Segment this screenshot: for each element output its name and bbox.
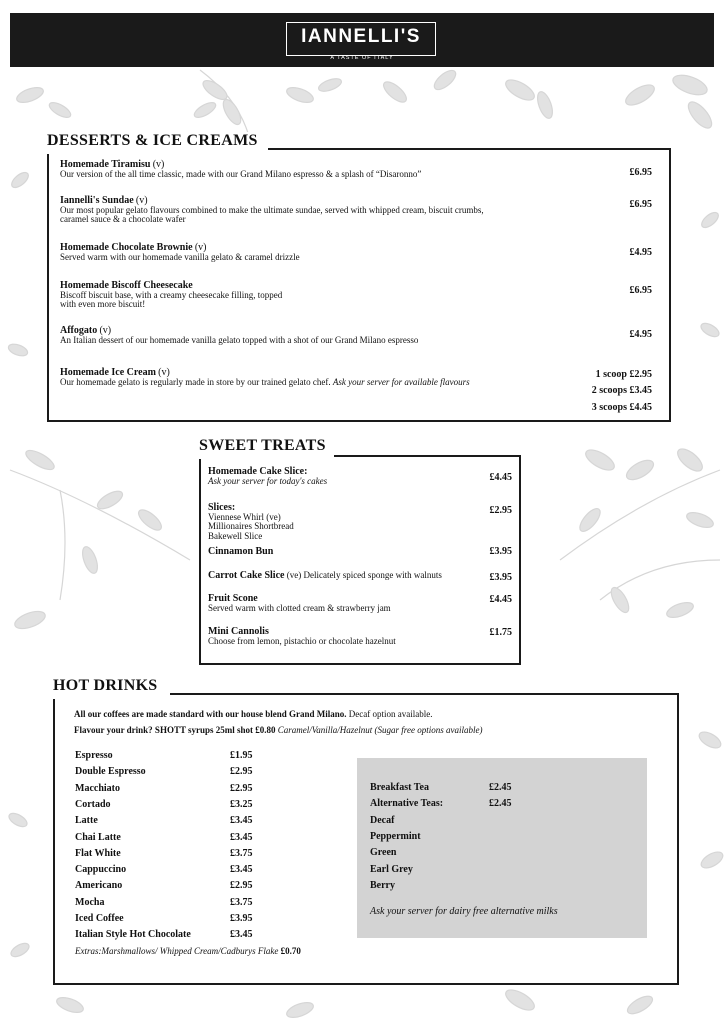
dessert-price: £4.95 — [629, 329, 652, 340]
treat-desc: Millionaires Shortbread — [208, 521, 294, 531]
tea-panel — [357, 758, 647, 938]
dessert-name: Affogato — [60, 325, 98, 336]
tea-price: £2.45 — [489, 782, 512, 793]
coffee-name: Latte — [75, 815, 98, 827]
dessert-item — [60, 326, 600, 345]
coffee-price: £3.75 — [230, 847, 253, 859]
dessert-price: 3 scoops £4.45 — [591, 402, 652, 413]
tea-price: £2.45 — [489, 798, 512, 810]
coffee-price: £3.75 — [230, 896, 253, 908]
coffee-price: £3.45 — [230, 929, 253, 941]
coffee-note-rest: Decaf option available. — [348, 709, 433, 719]
desserts-title: DESSERTS & ICE CREAMS — [47, 132, 268, 154]
brand-name: IANNELLI'S — [301, 26, 421, 47]
treat-item — [208, 627, 478, 646]
coffee-price: £3.95 — [230, 913, 253, 924]
brand-tagline: A TASTE OF ITALY — [330, 55, 394, 61]
treat-desc: Bakewell Slice — [208, 530, 263, 541]
coffee-price: £3.45 — [230, 815, 253, 827]
dessert-item — [60, 281, 600, 310]
coffee-name: Chai Latte — [75, 831, 121, 843]
coffee-note-bold: All our coffees are made standard with our house blend Grand Milano. — [74, 709, 347, 719]
dessert-desc: caramel sauce & a chocolate wafer — [60, 214, 186, 224]
treat-item — [208, 503, 478, 541]
treats-title: SWEET TREATS — [199, 437, 334, 459]
extras-note — [75, 946, 375, 956]
drinks-title: HOT DRINKS — [53, 677, 170, 699]
coffee-name: Macchiato — [75, 782, 120, 794]
treat-price: £3.95 — [489, 546, 512, 557]
dessert-desc: Served warm with our homemade vanilla gelato & caramel drizzle — [60, 251, 300, 262]
treat-name: Homemade Cake Slice: — [208, 466, 308, 477]
syrup-note-bold: Flavour your drink? SHOTT syrups 25ml shot £0.80 — [74, 725, 276, 735]
dessert-item — [60, 243, 600, 262]
dessert-name: Homemade Biscoff Cheesecake — [60, 280, 193, 291]
header-bar — [10, 13, 714, 67]
treat-item — [208, 594, 478, 613]
dessert-desc: Our homemade gelato is regularly made in store by our trained gelato chef. — [60, 376, 331, 387]
coffee-name: Flat White — [75, 847, 121, 859]
dessert-desc: Our version of the all time classic, made with our Grand Milano espresso & a splash of “Disaronno” — [60, 168, 422, 179]
treat-desc: (ve) Delicately spiced sponge with walnuts — [286, 570, 442, 580]
tea-name: Peppermint — [370, 830, 421, 842]
coffee-name: Iced Coffee — [75, 913, 124, 924]
treat-name: Cinnamon Bun — [208, 546, 274, 557]
extras-price: £0.70 — [280, 946, 301, 956]
tea-name: Earl Grey — [370, 863, 413, 875]
coffee-name: Cappuccino — [75, 864, 127, 876]
treat-desc: Served warm with clotted cream & strawberry jam — [208, 602, 391, 613]
dessert-tag: (v) — [194, 242, 207, 253]
coffee-price: £2.95 — [230, 880, 253, 892]
treat-price: £3.95 — [489, 572, 512, 583]
dessert-price: £6.95 — [629, 199, 652, 210]
dessert-name: Homemade Chocolate Brownie — [60, 242, 193, 253]
coffee-name: Espresso — [75, 750, 113, 761]
dessert-tag: (v) — [158, 367, 170, 378]
treat-name: Slices: — [208, 502, 236, 513]
coffee-note — [74, 709, 654, 719]
dessert-desc: with even more biscuit! — [60, 299, 146, 309]
treat-item — [208, 467, 478, 486]
treat-item — [208, 571, 478, 581]
coffee-price: £3.45 — [230, 831, 253, 843]
treat-name: Fruit Scone — [208, 593, 258, 604]
treat-name: Carrot Cake Slice — [208, 570, 285, 581]
coffee-name: Italian Style Hot Chocolate — [75, 929, 191, 941]
milk-note: Ask your server for dairy free alternative milks — [370, 906, 558, 917]
coffee-name: Mocha — [75, 896, 105, 908]
dessert-desc: Biscoff biscuit base, with a creamy cheesecake filling, topped — [60, 289, 283, 300]
treat-price: £4.45 — [489, 472, 512, 483]
coffee-name: Double Espresso — [75, 766, 146, 778]
dessert-price: £4.95 — [629, 247, 652, 258]
extras-italic: Extras:Marshmallows/ Whipped Cream/Cadburys Flake — [75, 946, 279, 956]
coffee-price: £3.45 — [230, 864, 253, 876]
dessert-desc-note: Ask your server for available flavours — [332, 376, 470, 387]
tea-name: Decaf — [370, 814, 395, 826]
dessert-price: £6.95 — [629, 167, 652, 178]
logo — [286, 22, 436, 56]
dessert-tag: (v) — [99, 325, 112, 336]
tea-name: Breakfast Tea — [370, 782, 429, 793]
dessert-price: £6.95 — [629, 285, 652, 296]
treat-desc: Viennese Whirl (ve) — [208, 511, 281, 522]
dessert-item — [60, 196, 600, 225]
dessert-price: 1 scoop £2.95 — [595, 369, 652, 380]
tea-name: Alternative Teas: — [370, 798, 444, 810]
dessert-price: 2 scoops £3.45 — [591, 385, 652, 396]
treat-price: £4.45 — [489, 594, 512, 605]
syrup-note — [74, 725, 674, 735]
treat-name: Mini Cannolis — [208, 626, 269, 637]
coffee-price: £2.95 — [230, 782, 253, 794]
dessert-desc: An Italian dessert of our homemade vanilla gelato topped with a shot of our Grand Milano espresso — [60, 334, 419, 345]
dessert-tag: (v) — [152, 159, 165, 170]
treat-price: £2.95 — [489, 505, 512, 516]
dessert-item — [60, 160, 600, 179]
dessert-name: Iannelli's Sundae — [60, 195, 134, 206]
treat-desc: Choose from lemon, pistachio or chocolate hazelnut — [208, 635, 396, 646]
dessert-desc: Our most popular gelato flavours combined to make the ultimate sundae, served with whipped cream, biscuit crumbs, — [60, 204, 484, 215]
dessert-tag: (v) — [135, 195, 148, 206]
tea-name: Green — [370, 847, 397, 859]
treat-desc: Ask your server for today's cakes — [208, 475, 328, 486]
treat-item — [208, 547, 478, 557]
coffee-name: Americano — [75, 880, 123, 892]
coffee-name: Cortado — [75, 798, 111, 810]
dessert-name: Homemade Tiramisu — [60, 159, 151, 170]
coffee-price: £1.95 — [230, 750, 253, 761]
syrup-note-italic: Caramel/Vanilla/Hazelnut (Sugar free options available) — [277, 725, 483, 735]
dessert-name: Homemade Ice Cream — [60, 367, 156, 378]
tea-name: Berry — [370, 879, 395, 891]
treat-price: £1.75 — [489, 627, 512, 638]
coffee-price: £2.95 — [230, 766, 253, 778]
dessert-item — [60, 368, 580, 387]
coffee-price: £3.25 — [230, 798, 253, 810]
